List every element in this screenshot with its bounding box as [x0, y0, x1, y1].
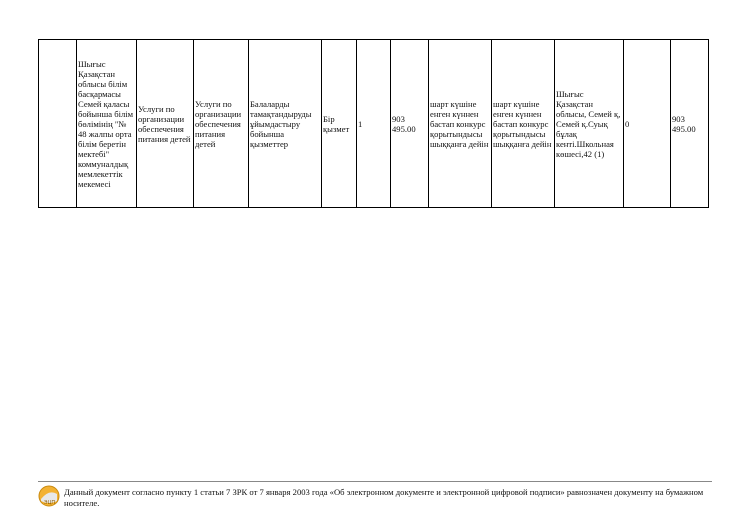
- procurement-table: [38, 39, 709, 208]
- footer: [38, 485, 714, 511]
- cell-delivery-term: шарт күшіне енген күннен бастап конкурс қорытындысы шыққанға дейін: [492, 40, 555, 208]
- cell-advance: 0: [624, 40, 671, 208]
- cell-service-name-ru: Услуги по организации обеспечения питания детей: [137, 40, 194, 208]
- cell-price: 903 495.00: [391, 40, 429, 208]
- cell-service-name-kz: Балаларды тамақтандыруды ұйымдастыру бойынша қызметтер: [249, 40, 322, 208]
- e-document-seal-icon: [38, 485, 60, 507]
- cell-address: Шығыс Қазақстан облысы, Семей қ, Семей қ.Суық бұлақ кенті.Школьная көшесі,42 (1): [555, 40, 624, 208]
- cell-term: шарт күшіне енген күннен бастап конкурс қорытындысы шыққанға дейін: [429, 40, 492, 208]
- footer-legal-text: Данный документ согласно пункту 1 статьи 7 ЗРК от 7 января 2003 года «Об электронном документе и электронной цифровой подписи» равнозначен документу на бумажном носителе.: [64, 487, 704, 508]
- cell-unit: Бір қызмет: [322, 40, 357, 208]
- table-row: [39, 40, 709, 208]
- svg-text:ЭЦП: ЭЦП: [44, 500, 56, 506]
- footer-divider: [38, 481, 712, 482]
- cell-service-description-ru: Услуги по организации обеспечения питания детей: [194, 40, 249, 208]
- cell-index: [39, 40, 77, 208]
- cell-total: 903 495.00: [671, 40, 709, 208]
- cell-customer: Шығыс Қазақстан облысы білім басқармасы Семей қаласы бойынша білім бөлімінің "№ 48 жалпы орта білім беретін мектебі" коммуналдық мемлекеттік мекемесі: [77, 40, 137, 208]
- cell-quantity: 1: [357, 40, 391, 208]
